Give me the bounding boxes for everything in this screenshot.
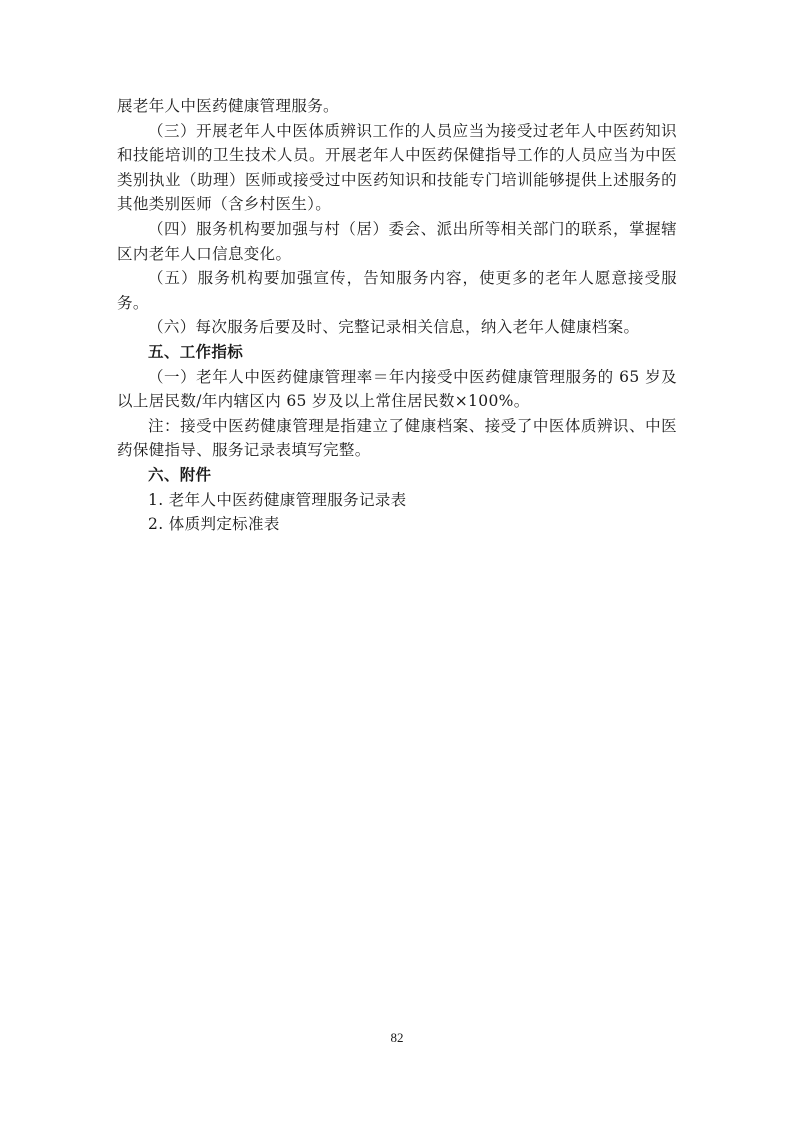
paragraph-note: 注：接受中医药健康管理是指建立了健康档案、接受了中医体质辨识、中医药保健指导、服务记录表填写完整。	[117, 416, 677, 460]
paragraph-item-5: （五）服务机构要加强宣传，告知服务内容，使更多的老年人愿意接受服务。	[117, 269, 677, 312]
paragraph-continuation: 展老年人中医药健康管理服务。	[117, 97, 339, 115]
page-number: 82	[390, 1030, 404, 1045]
paragraph-item-3: （三）开展老年人中医体质辨识工作的人员应当为接受过老年人中医药知识和技能培训的卫生技术人员。开展老年人中医药保健指导工作的人员应当为中医类别执业（助理）医师或接受过中医药知识和技能专门培训能够提供上述服务的其他类别医师（含乡村医生）。	[117, 121, 677, 214]
body-text	[117, 94, 677, 537]
paragraph-item-6: （六）每次服务后要及时、完整记录相关信息，纳入老年人健康档案。	[148, 318, 640, 337]
paragraph-indicator-1: （一）老年人中医药健康管理率＝年内接受中医药健康管理服务的 65 岁及以上居民数/年内辖区内 65 岁及以上常住居民数×100%。	[117, 367, 677, 411]
section-heading-6: 六、附件	[148, 464, 212, 484]
paragraph-item-4: （四）服务机构要加强与村（居）委会、派出所等相关部门的联系，掌握辖区内老年人口信息变化。	[117, 219, 677, 263]
attachment-item-2: 2. 体质判定标准表	[148, 515, 280, 534]
section-heading-5: 五、工作指标	[148, 341, 244, 361]
attachment-item-1: 1. 老年人中医药健康管理服务记录表	[148, 490, 407, 509]
